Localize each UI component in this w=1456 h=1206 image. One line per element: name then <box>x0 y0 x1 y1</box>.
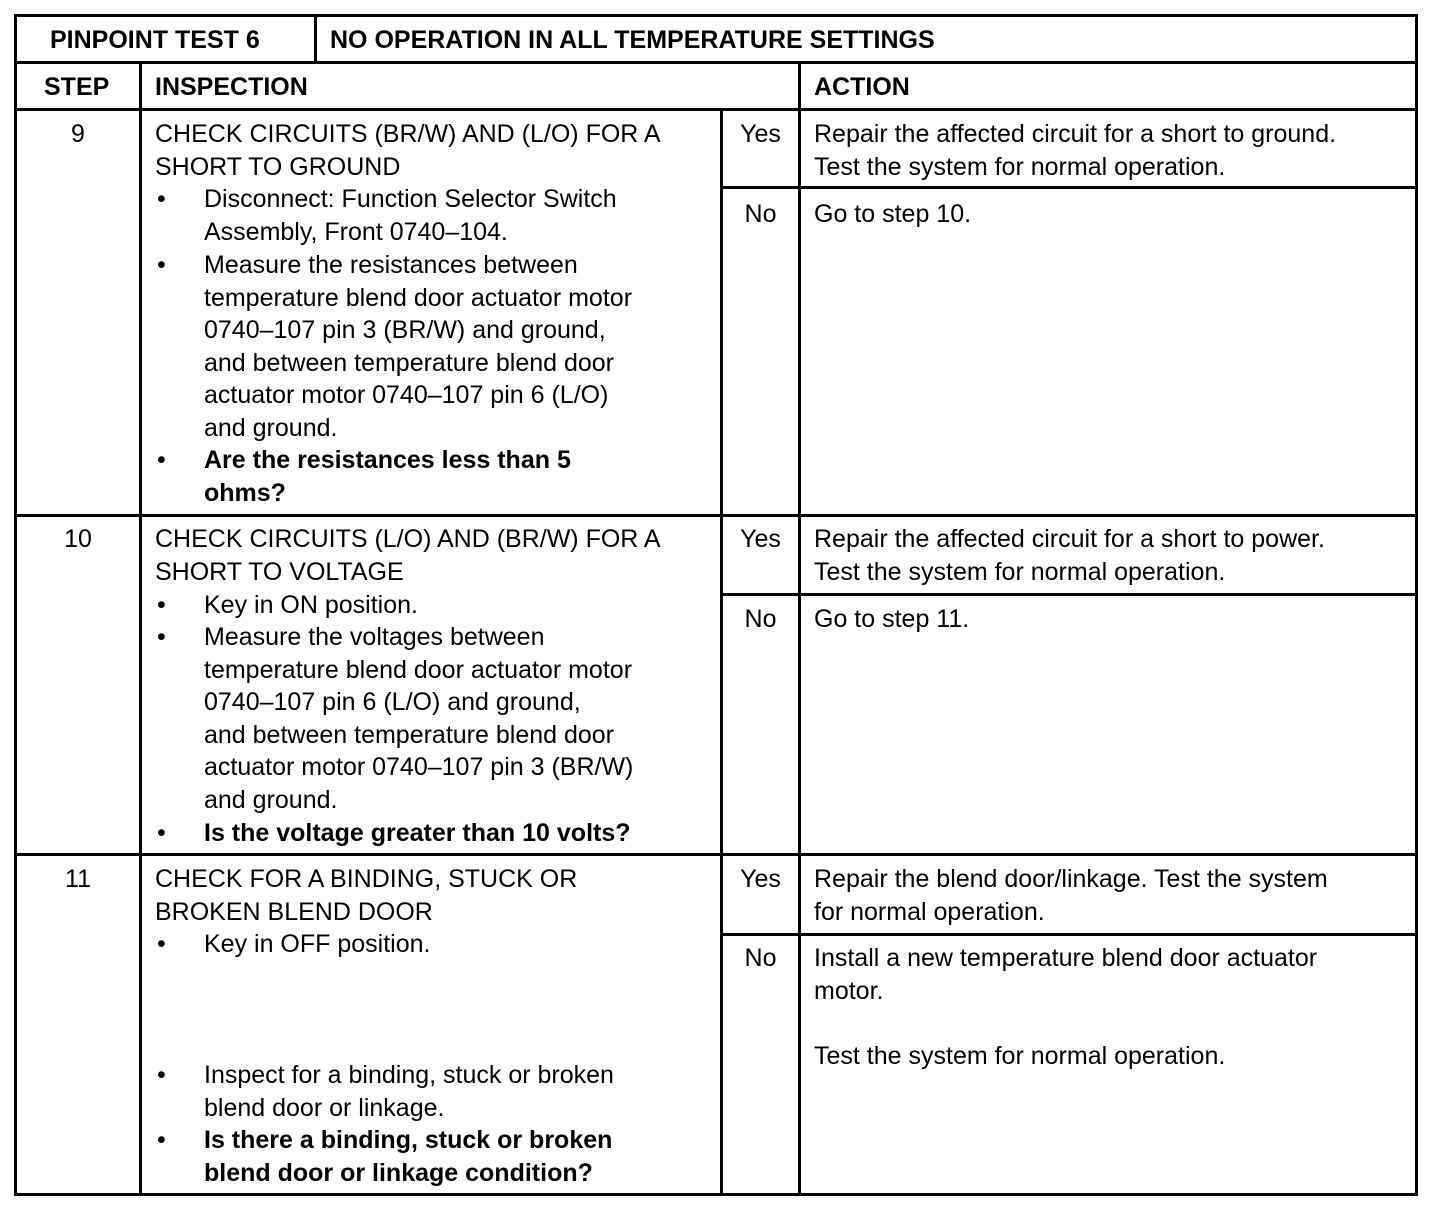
bullet-question: Is the voltage greater than 10 volts? <box>204 819 631 847</box>
header-divider <box>14 61 1418 64</box>
bullet-text: Inspect for a binding, stuck or broken blend door or linkage. <box>204 1061 614 1122</box>
no-label: No <box>744 944 777 972</box>
yes-label: Yes <box>740 525 781 553</box>
yes-action: Repair the blend door/linkage. Test the system for normal operation. <box>814 865 1328 926</box>
no-action-followup: Test the system for normal operation. <box>814 1042 1226 1070</box>
step-9-yes-no-divider <box>721 186 1418 189</box>
step-number: 9 <box>71 120 85 148</box>
step-title: CHECK CIRCUITS (BR/W) AND (L/O) FOR A SHORT TO GROUND <box>155 120 661 181</box>
bullet-icon: • <box>157 185 166 213</box>
step-title: CHECK FOR A BINDING, STUCK OR BROKEN BLEND DOOR <box>155 865 578 926</box>
yes-label: Yes <box>740 120 781 148</box>
header-title-divider <box>314 14 317 63</box>
yes-label: Yes <box>740 865 781 893</box>
yes-action: Repair the affected circuit for a short to power. Test the system for normal operation. <box>814 525 1325 586</box>
bullet-icon: • <box>157 819 166 847</box>
bullet-icon: • <box>157 1061 166 1089</box>
column-header-step: STEP <box>44 73 110 101</box>
no-action: Install a new temperature blend door actuator motor. <box>814 944 1318 1005</box>
action-column-divider <box>798 61 801 1196</box>
step-10-yes-no-divider <box>721 593 1418 596</box>
step-column-divider <box>139 61 142 1196</box>
no-label: No <box>744 200 777 228</box>
step-number: 11 <box>65 865 91 893</box>
bullet-icon: • <box>157 591 166 619</box>
step-number: 10 <box>64 525 92 553</box>
bullet-text: Measure the voltages between temperature blend door actuator motor 0740–107 pin 6 (L/O) and ground, and between temperature blend door actuator motor 0740–107 pin 3 (BR/W) and ground. <box>204 623 634 814</box>
step-9-divider <box>14 514 1418 517</box>
column-header-inspection: INSPECTION <box>155 73 308 101</box>
column-header-action: ACTION <box>814 73 910 101</box>
no-label: No <box>744 605 777 633</box>
bullet-icon: • <box>157 446 166 474</box>
no-action: Go to step 11. <box>814 605 970 633</box>
step-11-yes-no-divider <box>721 933 1418 936</box>
bullet-icon: • <box>157 930 166 958</box>
pinpoint-test-label: PINPOINT TEST 6 <box>50 26 260 54</box>
yes-no-column-divider <box>720 108 723 1196</box>
pinpoint-test-title: NO OPERATION IN ALL TEMPERATURE SETTINGS <box>330 26 935 54</box>
bullet-icon: • <box>157 623 166 651</box>
bullet-text: Key in OFF position. <box>204 930 431 958</box>
bullet-text: Measure the resistances between temperature blend door actuator motor 0740–107 pin 3 (BR/W) and ground, and between temperature blend door actuator motor 0740–107 pin 6 (L/O) and ground. <box>204 251 633 442</box>
yes-action: Repair the affected circuit for a short to ground. Test the system for normal operation. <box>814 120 1337 181</box>
no-action: Go to step 10. <box>814 200 972 228</box>
step-title: CHECK CIRCUITS (L/O) AND (BR/W) FOR A SHORT TO VOLTAGE <box>155 525 661 586</box>
bullet-question: Are the resistances less than 5 ohms? <box>204 446 571 507</box>
bullet-icon: • <box>157 1126 166 1154</box>
step-10-divider <box>14 853 1418 856</box>
bullet-text: Key in ON position. <box>204 591 418 619</box>
column-header-divider <box>14 108 1418 111</box>
bullet-text: Disconnect: Function Selector Switch Assembly, Front 0740–104. <box>204 185 617 246</box>
bullet-question: Is there a binding, stuck or broken blend door or linkage condition? <box>204 1126 613 1187</box>
bullet-icon: • <box>157 251 166 279</box>
